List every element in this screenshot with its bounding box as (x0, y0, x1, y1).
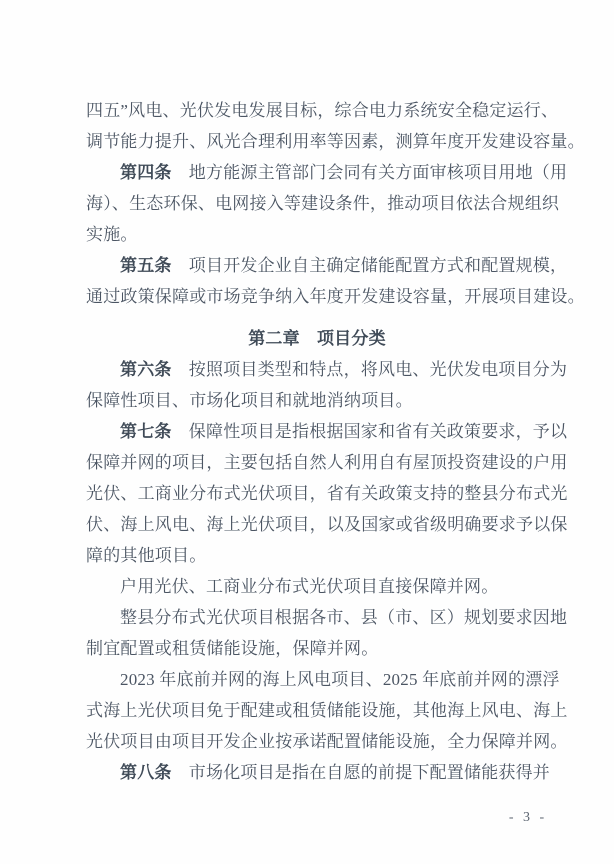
article-number: 第七条 (120, 422, 172, 441)
text-line (86, 219, 548, 250)
text-line (86, 509, 568, 540)
text-line (86, 695, 568, 726)
text-line (86, 571, 548, 602)
text-run: 通过政策保障或市场竞争纳入年度开发建设容量，开展项目建设。 (86, 287, 585, 306)
text-run: 四五”风电、光伏发电发展目标，综合电力系统安全稳定运行、 (86, 101, 559, 120)
text-line (86, 602, 568, 633)
text-line (86, 354, 568, 385)
text-line (86, 157, 568, 188)
text-line (86, 757, 551, 788)
text-run: 制宜配置或租赁储能设施，保障并网。 (86, 639, 379, 658)
text-run: 户用光伏、工商业分布式光伏项目直接保障并网。 (120, 577, 499, 596)
text-run: 式海上光伏项目免于配建或租赁储能设施，其他海上风电、海上 (86, 701, 568, 720)
text-line (86, 633, 548, 664)
text-line (86, 447, 568, 478)
chapter-heading (86, 323, 548, 354)
text-line (86, 281, 585, 312)
text-run: 调节能力提升、风光合理利用率等因素，测算年度开发建设容量。 (86, 132, 585, 151)
article-number: 第四条 (120, 163, 172, 182)
text-run: 伏、海上风电、海上光伏项目，以及国家或省级明确要求予以保 (86, 515, 568, 534)
text-line (86, 726, 568, 757)
text-line (86, 540, 548, 571)
text-line (86, 188, 560, 219)
text-line (86, 126, 585, 157)
text-run: 2023 年底前并网的海上风电项目、2025 年底前并网的漂浮 (120, 670, 560, 689)
text-run: 按照项目类型和特点，将风电、光伏发电项目分为 (171, 360, 568, 379)
article-number: 第八条 (120, 763, 172, 782)
text-run: 实施。 (86, 225, 138, 244)
text-run: 整县分布式光伏项目根据各市、县（市、区）规划要求因地 (120, 608, 568, 627)
text-line (86, 478, 568, 509)
text-line (86, 95, 559, 126)
page-number: - 3 - (508, 810, 548, 825)
text-line (86, 250, 568, 281)
text-run: 保障性项目、市场化项目和就地消纳项目。 (86, 391, 413, 410)
text-run: 保障性项目是指根据国家和省有关政策要求，予以 (171, 422, 568, 441)
text-run: 光伏、工商业分布式光伏项目，省有关政策支持的整县分布式光 (86, 484, 568, 503)
text-run: 障的其他项目。 (86, 546, 207, 565)
text-line (86, 385, 548, 416)
text-run: 市场化项目是指在自愿的前提下配置储能获得并 (171, 763, 551, 782)
text-line (86, 416, 568, 447)
text-block (86, 95, 585, 788)
text-line (86, 664, 560, 695)
text-run: 项目开发企业自主确定储能配置方式和配置规模， (171, 256, 568, 275)
article-number: 第五条 (120, 256, 172, 275)
text-run: 光伏项目由项目开发企业按承诺配置储能设施，全力保障并网。 (86, 732, 568, 751)
text-run: 地方能源主管部门会同有关方面审核项目用地（用 (171, 163, 568, 182)
article-number: 第二章 项目分类 (248, 329, 386, 348)
article-number: 第六条 (120, 360, 172, 379)
text-run: 保障并网的项目，主要包括自然人利用自有屋顶投资建设的户用 (86, 453, 568, 472)
text-run: 海）、生态环保、电网接入等建设条件，推动项目依法合规组织 (86, 194, 560, 213)
